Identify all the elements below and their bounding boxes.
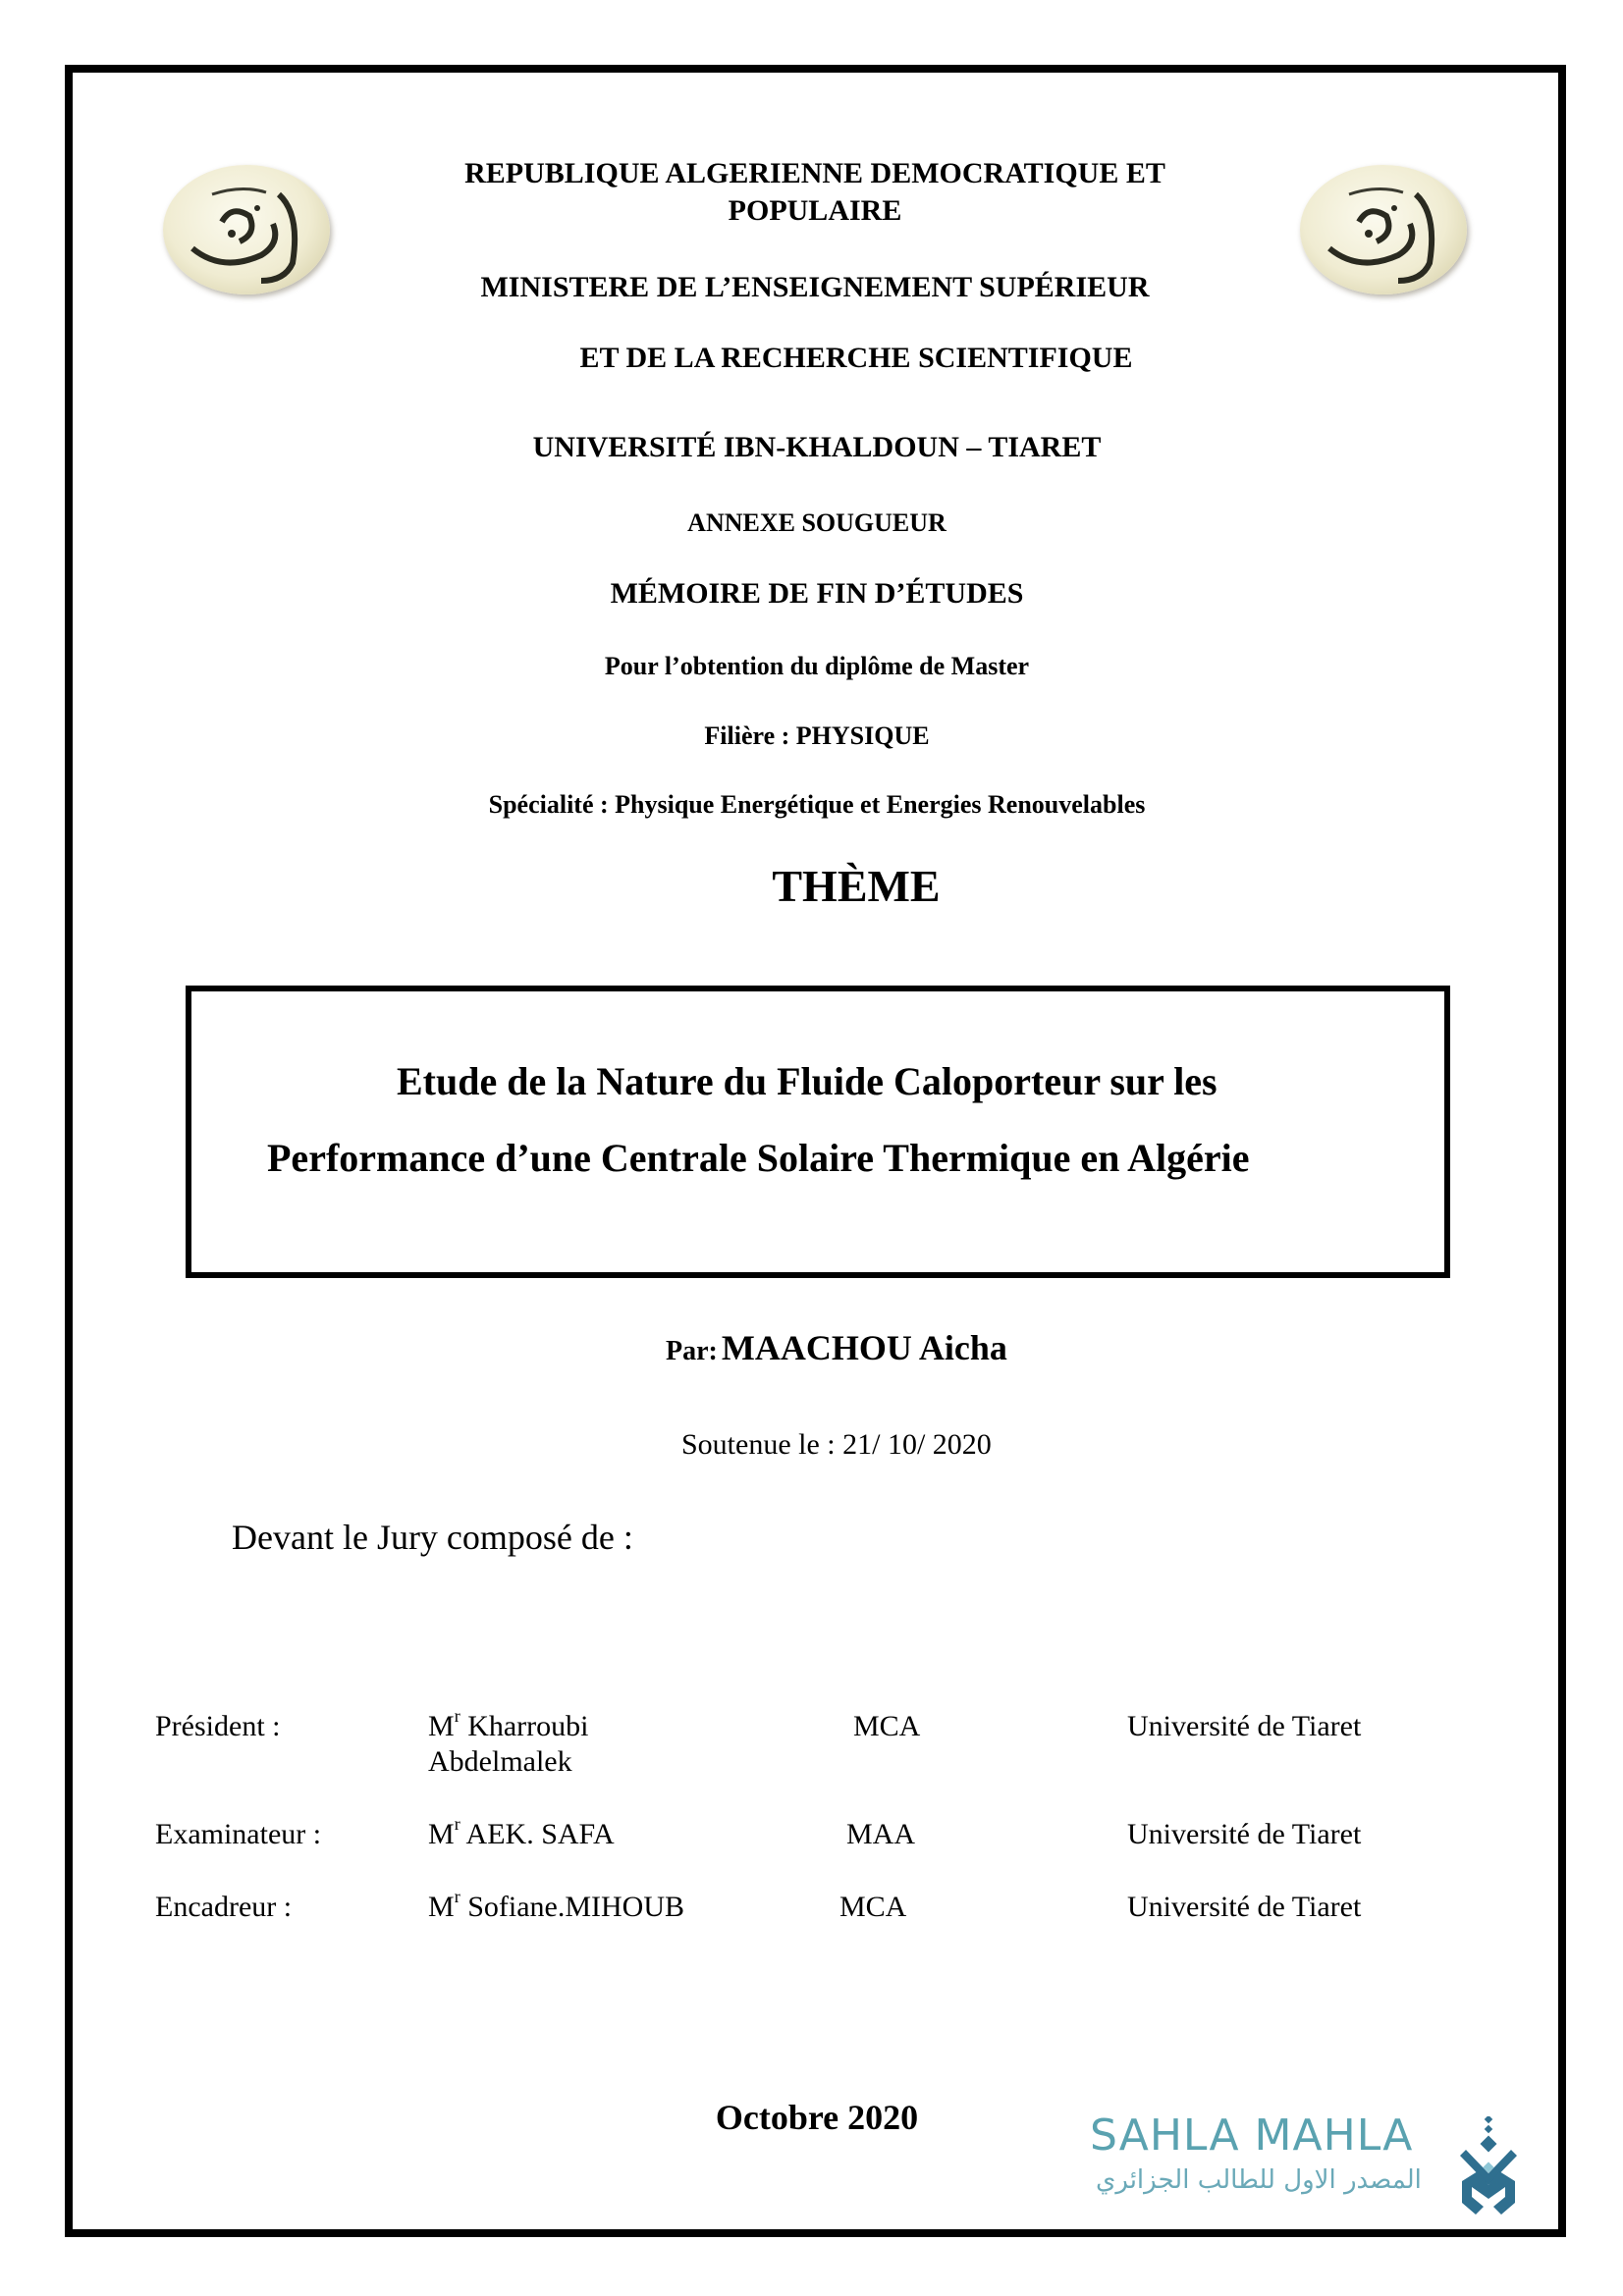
university-seal-left-icon — [163, 165, 330, 294]
thesis-title-line-2: Performance d’une Centrale Solaire Thermique en Algérie — [267, 1136, 1250, 1180]
thesis-title-line-1: Etude de la Nature du Fluide Caloporteur sur les — [397, 1059, 1217, 1103]
author-name: MAACHOU Aicha — [721, 1328, 1007, 1367]
jury-role: Encadreur : — [155, 1891, 293, 1923]
degree-purpose: Pour l’obtention du diplôme de Master — [604, 652, 1030, 680]
jury-institution: Université de Tiaret — [1127, 1818, 1362, 1850]
republic-line-1: REPUBLIQUE ALGERIENNE DEMOCRATIQUE ET — [464, 157, 1165, 189]
jury-member-name: $M^r$ Sofiane.MIHOUB — [428, 1887, 684, 1923]
sahla-mahla-watermark — [1090, 2110, 1551, 2218]
watermark-brand: SAHLA MAHLA — [1090, 2110, 1414, 2161]
specialty: Spécialité : Physique Energétique et Energies Renouvelables — [488, 790, 1146, 819]
field-of-study: Filière : PHYSIQUE — [704, 721, 930, 750]
watermark-tagline: المصدر الاول للطالب الجزائري — [1096, 2165, 1422, 2195]
jury-intro: Devant le Jury composé de : — [232, 1518, 633, 1557]
footer-date: Octobre 2020 — [715, 2098, 919, 2137]
author-line — [666, 1327, 1007, 1368]
ministry-line-1: MINISTERE DE L’ENSEIGNEMENT SUPÉRIEUR — [480, 271, 1150, 303]
jury-member-name: $M^r$ AEK. SAFA — [428, 1814, 615, 1850]
republic-line-2: POPULAIRE — [728, 194, 902, 227]
university-name: UNIVERSITÉ IBN-KHALDOUN – TIARET — [532, 431, 1102, 463]
author-prefix: Par: — [666, 1336, 718, 1366]
jury-grade: MCA — [853, 1710, 921, 1742]
jury-role: Président : — [155, 1710, 281, 1742]
sahla-mahla-logo-icon — [1458, 2116, 1519, 2216]
ministry-line-2: ET DE LA RECHERCHE SCIENTIFIQUE — [579, 342, 1133, 374]
annex-name: ANNEXE SOUGUEUR — [687, 508, 947, 537]
jury-institution: Université de Tiaret — [1127, 1891, 1362, 1923]
thesis-title-box — [186, 986, 1450, 1278]
jury-member-name-line2: Abdelmalek — [428, 1745, 572, 1778]
jury-grade: MAA — [846, 1818, 916, 1850]
jury-institution: Université de Tiaret — [1127, 1710, 1362, 1742]
document-type: MÉMOIRE DE FIN D’ÉTUDES — [610, 577, 1024, 610]
jury-grade: MCA — [839, 1891, 907, 1923]
jury-member-name: $M^r$ Kharroubi — [428, 1706, 589, 1742]
jury-role: Examinateur : — [155, 1818, 322, 1850]
theme-label: THÈME — [772, 861, 941, 911]
defense-date: Soutenue le : 21/ 10/ 2020 — [681, 1428, 992, 1461]
university-seal-right-icon — [1300, 165, 1467, 294]
